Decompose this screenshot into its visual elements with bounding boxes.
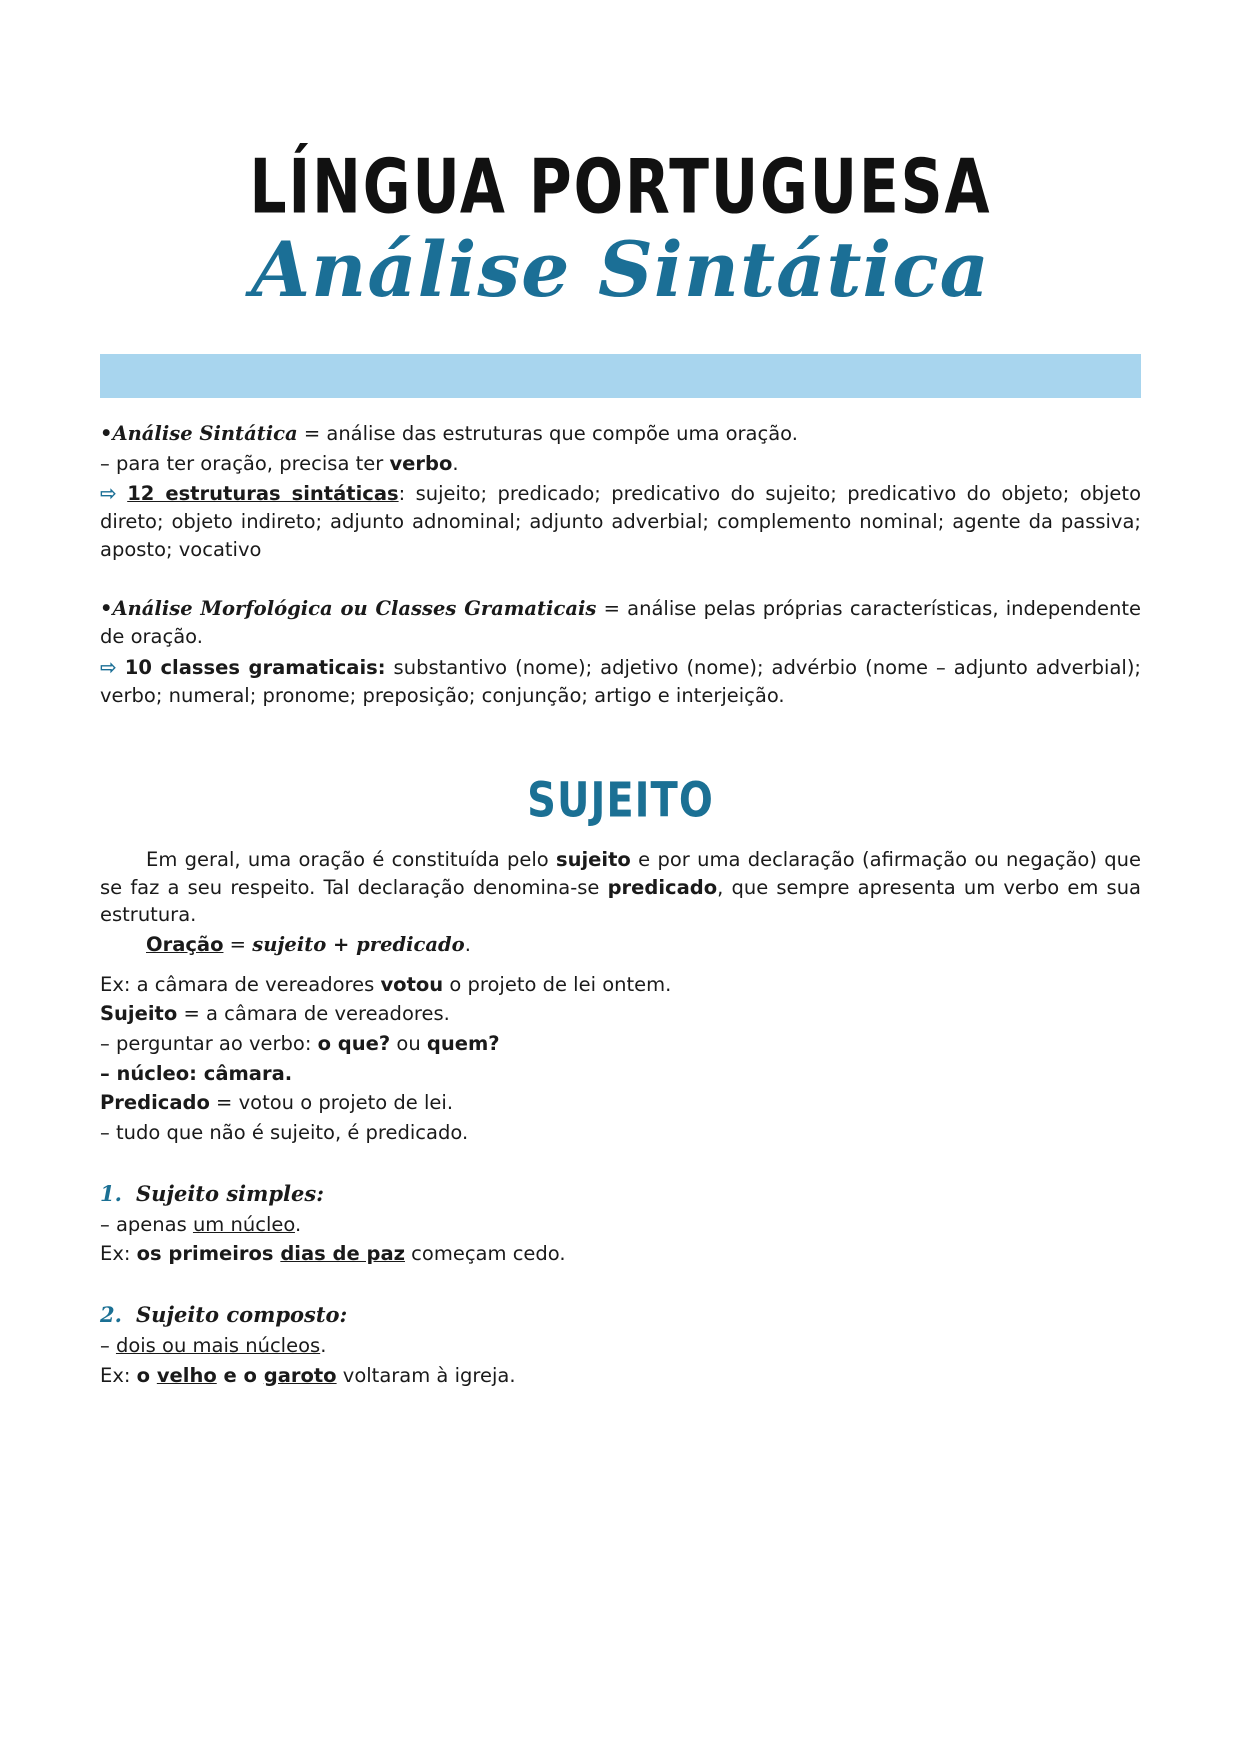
arrow-right-icon-2: ⇨ — [100, 654, 117, 679]
intro-line-2-pre: – para ter oração, precisa ter — [100, 451, 390, 475]
nucleo-line: – núcleo: câmara. — [100, 1061, 293, 1085]
perguntar-line — [100, 1030, 1141, 1058]
predicado-definition-line — [100, 1089, 1141, 1117]
oracao-formula-line — [100, 931, 1141, 959]
oracao-dot: . — [464, 933, 471, 957]
list-item-2-label: Sujeito composto: — [135, 1302, 348, 1328]
intro-term-analise-sintatica: •Análise Sintática — [100, 422, 298, 445]
list-item-1-rule — [100, 1211, 1141, 1239]
sujeito-para-bold2: predicado — [607, 875, 718, 899]
intro-line-1-rest: = análise das estruturas que compõe uma oração. — [297, 422, 798, 445]
tudo-line: – tudo que não é sujeito, é predicado. — [100, 1121, 469, 1145]
perguntar-mid: ou — [390, 1032, 427, 1056]
list-item-2-ex-bold1: o — [136, 1363, 157, 1387]
list-item-2-ex-boldunderline1: velho — [156, 1363, 217, 1387]
intro-line-3-rest: : sujeito; predicado; predicativo do sujeito; predicativo do objeto; objeto direto; objeto indireto; adjunto adnominal; adjunto adverbial; complemento nominal; agente da passiva; aposto; vocativo — [100, 482, 1142, 561]
intro-line-5 — [100, 653, 1141, 709]
example-1-bold: votou — [380, 972, 444, 996]
spacer — [100, 565, 1141, 595]
perguntar-bold-2: quem? — [426, 1032, 500, 1056]
sujeito-para-part3: , que sempre apresenta um verbo em sua estrutura. — [100, 875, 1142, 927]
list-item-1-ex-post: começam cedo. — [404, 1242, 566, 1266]
intro-term-12-estruturas: 12 estruturas sintáticas — [127, 482, 399, 506]
example-1-post: o projeto de lei ontem. — [443, 972, 672, 996]
intro-term-10-classes: 10 classes gramaticais: — [124, 655, 386, 679]
list-item-2-title — [100, 1300, 1141, 1330]
sujeito-definition-line — [100, 1000, 1141, 1028]
perguntar-bold-1: o que? — [317, 1032, 391, 1056]
intro-line-5-rest: substantivo (nome); adjetivo (nome); advérbio (nome – adjunto adverbial); verbo; numeral; pronome; preposição; conjunção; artigo e interjeição. — [100, 655, 1142, 707]
example-1-pre: Ex: a câmara de vereadores — [100, 972, 381, 996]
predicado-label: Predicado — [100, 1091, 210, 1115]
page-subtitle: Análise Sintática — [251, 225, 990, 314]
list-item-2-example — [100, 1362, 1141, 1390]
list-item-1-number: 1. — [100, 1180, 122, 1206]
spacer-2 — [100, 711, 1141, 767]
list-item-1-ex-bold: os primeiros — [136, 1242, 281, 1266]
sujeito-para-part1: Em geral, uma oração é constituída pelo — [146, 847, 556, 871]
list-item-2-ex-pre: Ex: — [100, 1363, 137, 1387]
list-item-1-rule-post: . — [294, 1212, 302, 1236]
intro-line-3 — [100, 479, 1141, 563]
example-line-1 — [100, 971, 1141, 999]
arrow-right-icon: ⇨ — [100, 481, 117, 506]
list-item-2-rule — [100, 1332, 1141, 1360]
note-content — [100, 398, 1141, 1389]
list-item-2-number: 2. — [100, 1302, 122, 1328]
spacer-3 — [100, 961, 1141, 971]
oracao-formula: sujeito + predicado — [252, 933, 465, 957]
title-block — [0, 0, 1241, 314]
list-item-2-ex-bold2: e o — [216, 1363, 264, 1387]
list-item-2-rule-post: . — [320, 1333, 327, 1357]
sujeito-label: Sujeito — [100, 1002, 178, 1026]
spacer-5 — [100, 1270, 1141, 1300]
intro-line-2 — [100, 450, 1141, 478]
list-item-2-ex-boldunderline2: garoto — [263, 1363, 337, 1387]
list-item-1-ex-pre: Ex: — [100, 1242, 137, 1266]
sujeito-para-part2: e por uma declaração (afirmação ou negação) que se faz a seu respeito. Tal declaração denomina-se — [100, 847, 1141, 899]
predicado-value: = votou o projeto de lei. — [209, 1091, 454, 1115]
intro-line-2-post: . — [452, 451, 459, 475]
intro-line-4-rest: = análise pelas próprias características, independente de oração. — [100, 597, 1142, 649]
list-item-2-rule-underline: dois ou mais núcleos — [115, 1333, 321, 1357]
section-heading-sujeito: SUJEITO — [527, 773, 714, 829]
blue-banner — [100, 354, 1141, 398]
list-item-2-ex-post: voltaram à igreja. — [336, 1363, 516, 1387]
sujeito-para-bold1: sujeito — [556, 847, 631, 871]
list-item-1-rule-underline: um núcleo — [192, 1212, 295, 1236]
intro-line-4 — [100, 595, 1141, 650]
intro-line-2-bold: verbo — [389, 451, 453, 475]
oracao-equals: = — [223, 933, 253, 957]
page-title: LÍNGUA PORTUGUESA — [249, 143, 992, 232]
list-item-1-rule-pre: – apenas — [100, 1212, 193, 1236]
intro-line-1 — [100, 420, 1141, 448]
list-item-2-rule-pre: – — [100, 1333, 116, 1357]
spacer-4 — [100, 1149, 1141, 1179]
sujeito-paragraph — [100, 846, 1141, 929]
sujeito-value: = a câmara de vereadores. — [177, 1002, 450, 1026]
list-item-1-title — [100, 1179, 1141, 1209]
list-item-1-example — [100, 1240, 1141, 1268]
oracao-term: Oração — [146, 933, 224, 957]
perguntar-pre: – perguntar ao verbo: — [100, 1032, 318, 1056]
intro-term-analise-morfologica: •Análise Morfológica ou Classes Gramaticais — [100, 597, 597, 621]
list-item-1-ex-boldunderline: dias de paz — [280, 1242, 405, 1266]
list-item-1-label: Sujeito simples: — [135, 1180, 324, 1206]
